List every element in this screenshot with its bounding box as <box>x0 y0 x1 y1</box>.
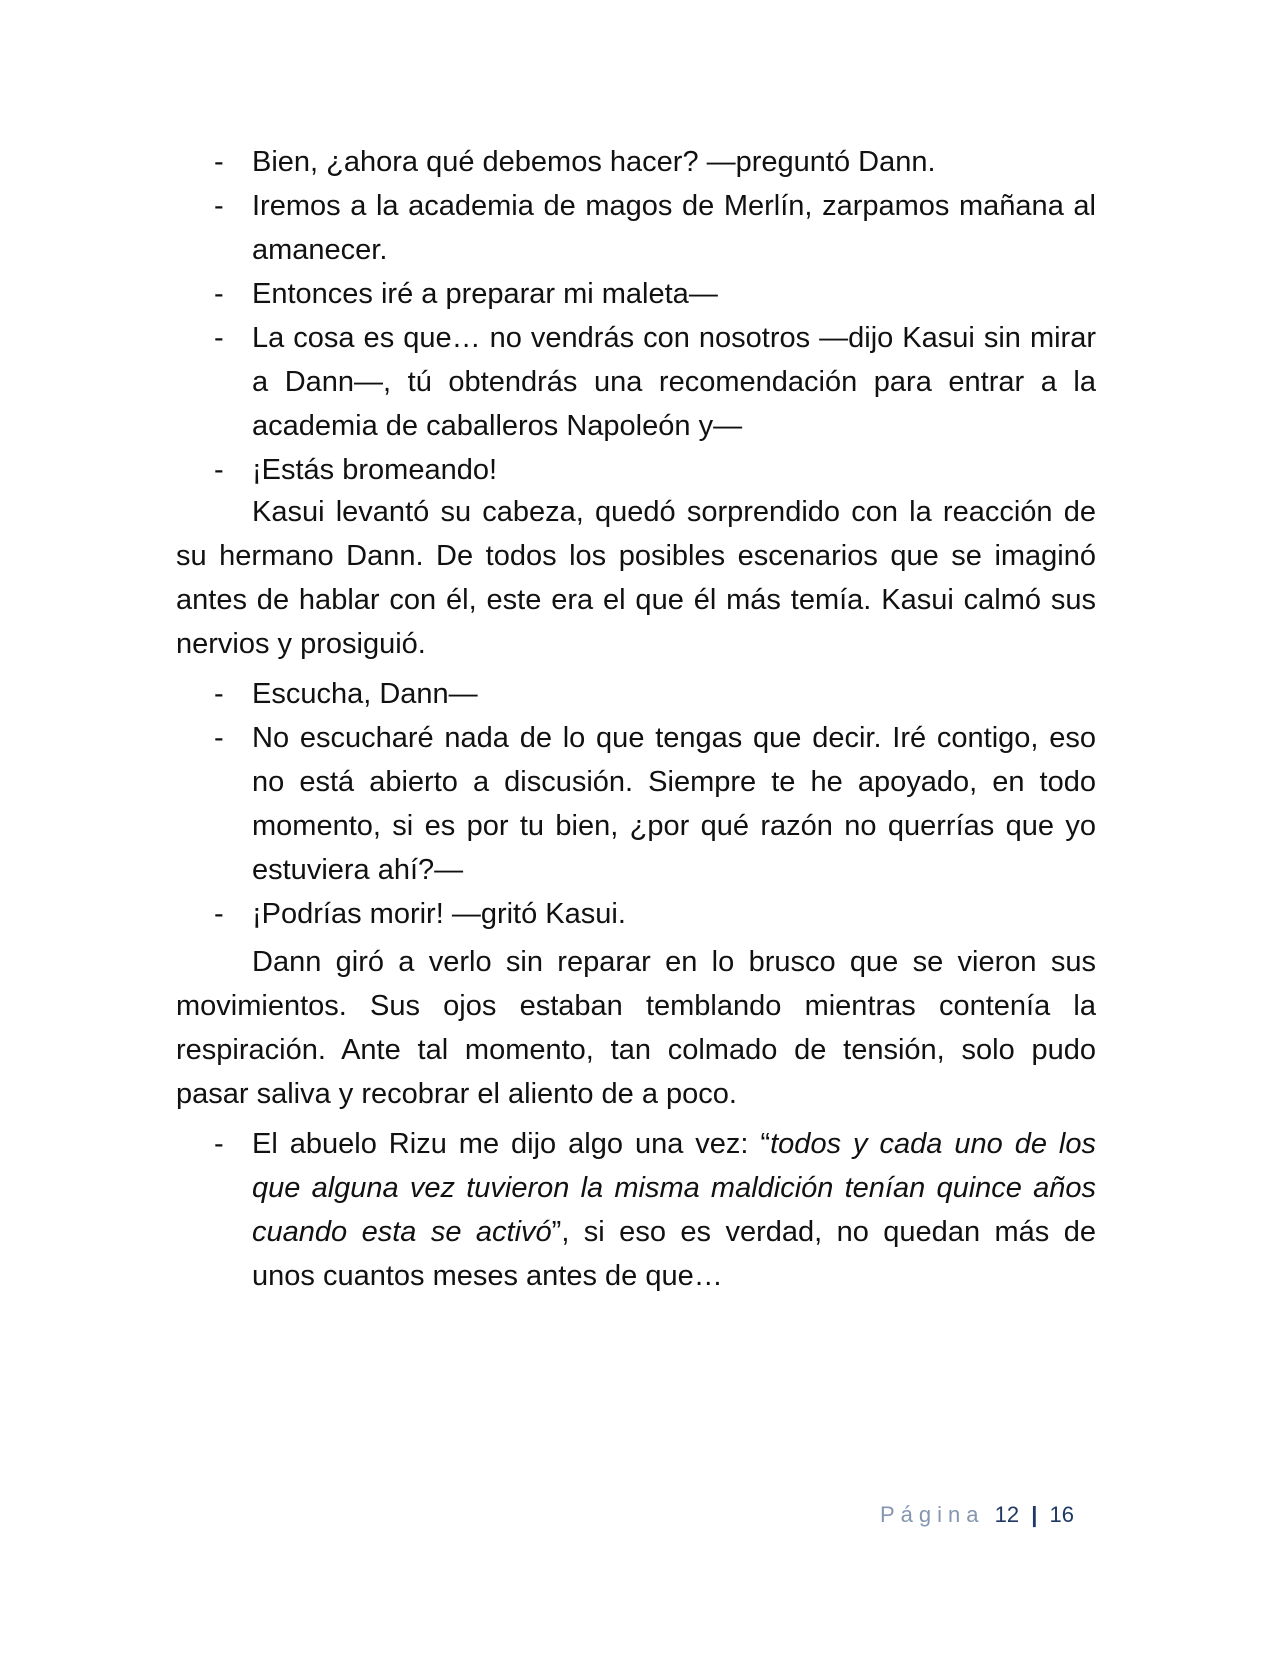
dialogue-line: - Iremos a la academia de magos de Merlín, zarpamos mañana al amanecer. <box>214 190 1096 266</box>
dialogue-line: - El abuelo Rizu me dijo algo una vez: “todos y cada uno de los que alguna vez tuvieron la misma maldición tenían quince años cuando esta se activó”, si eso es verdad, no quedan más de unos cuantos meses antes de que… <box>214 1128 1097 1292</box>
page-separator: | <box>1031 1502 1038 1527</box>
total-pages: 16 <box>1049 1502 1075 1527</box>
dialogue-line: - ¡Podrías morir! —gritó Kasui. <box>214 898 626 930</box>
page-label: Página <box>880 1502 985 1527</box>
page-footer <box>880 1500 1074 1530</box>
dialogue-line: - ¡Estás bromeando! <box>214 454 498 486</box>
narrative-paragraph-2: Dann giró a verlo sin reparar en lo brusco que se vieron sus movimientos. Sus ojos estaban temblando mientras contenía la respiración. Ante tal momento, tan colmado de tensión, solo pudo pasar saliva y recobrar el aliento de a poco. <box>176 946 1096 1110</box>
dialogue-line: - La cosa es que… no vendrás con nosotros —dijo Kasui sin mirar a Dann—, tú obtendrás una recomendación para entrar a la academia de caballeros Napoleón y— <box>214 322 1096 442</box>
dialogue-block-1 <box>176 140 1096 492</box>
dialogue-line: - Bien, ¿ahora qué debemos hacer? —preguntó Dann. <box>214 146 936 178</box>
current-page-number: 12 <box>994 1502 1020 1527</box>
dialogue-block-3 <box>176 1122 1096 1298</box>
dialogue-line: - Entonces iré a preparar mi maleta— <box>214 278 718 310</box>
narrative-paragraph-1: Kasui levantó su cabeza, quedó sorprendido con la reacción de su hermano Dann. De todos los posibles escenarios que se imaginó antes de hablar con él, este era el que él más temía. Kasui calmó sus nervios y prosiguió. <box>176 496 1096 660</box>
dialogue-line: - Escucha, Dann— <box>214 678 478 710</box>
dialogue-block-2 <box>176 672 1096 936</box>
dialogue-line: - No escucharé nada de lo que tengas que decir. Iré contigo, eso no está abierto a discusión. Siempre te he apoyado, en todo momento, si es por tu bien, ¿por qué razón no querrías que yo estuviera ahí?— <box>214 722 1096 886</box>
italic-quote: todos y cada uno de los que alguna vez tuvieron la misma maldición tenían quince años cuando esta se activó <box>252 1128 1097 1248</box>
